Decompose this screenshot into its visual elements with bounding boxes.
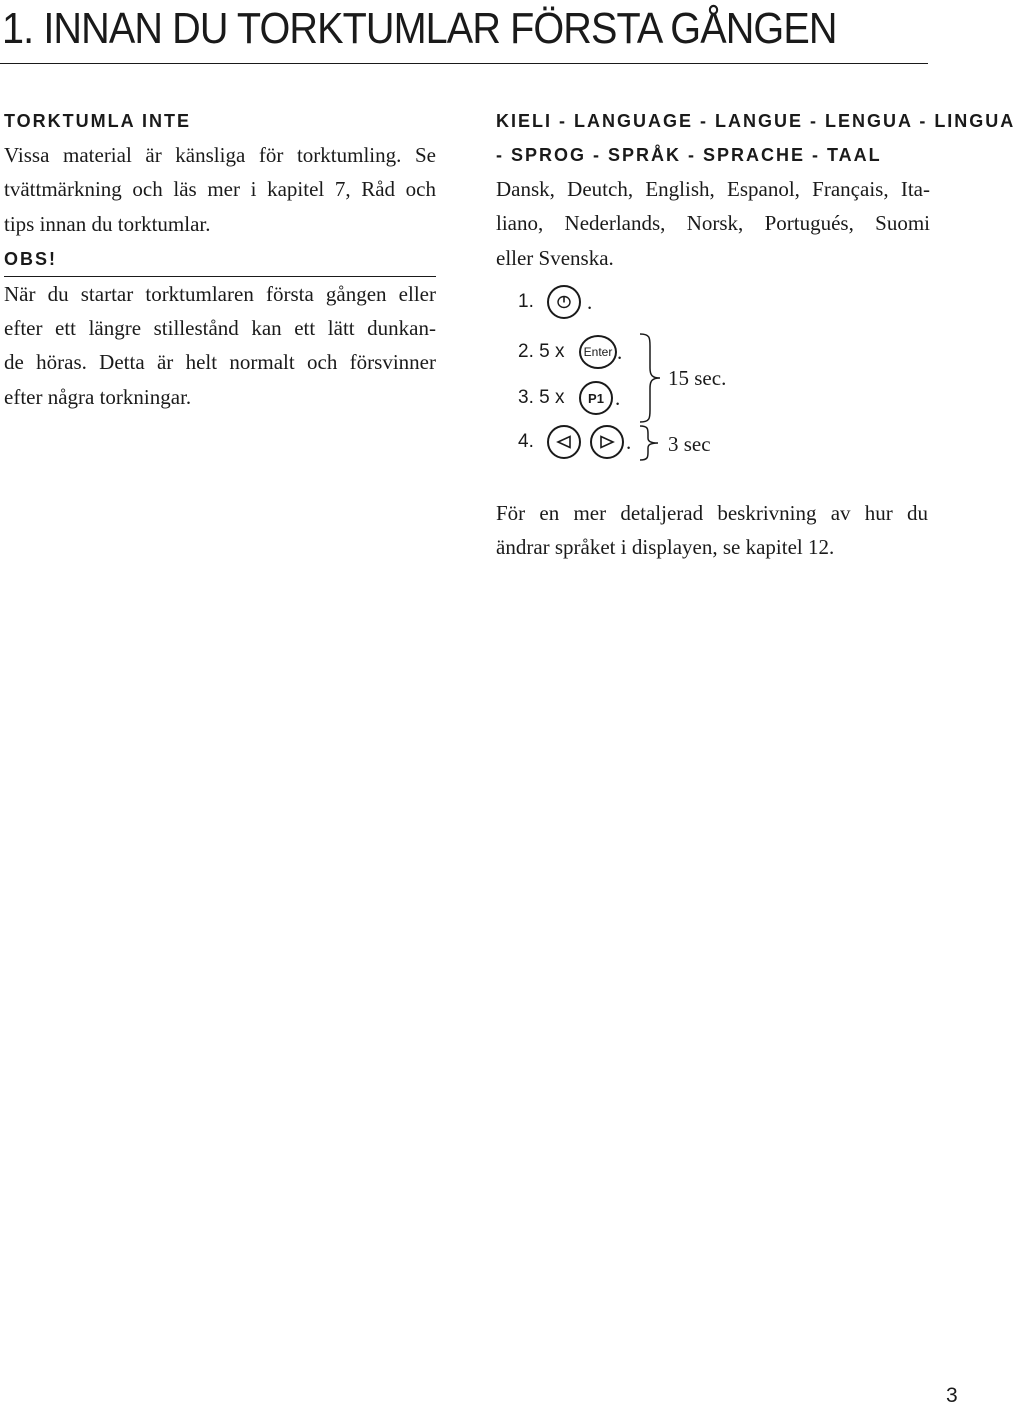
- languages-line: Dansk, Deutch, English, Espanol, Français, Ita-: [496, 177, 930, 201]
- obs-heading: OBS!: [4, 248, 57, 269]
- enter-key: [579, 335, 617, 369]
- obs-line: När du startar torktumlaren första gången eller: [4, 281, 436, 306]
- obs-line: efter ett längre stillestånd kan ett lätt dunkan-: [4, 316, 436, 341]
- step-1-number: 1.: [518, 291, 534, 312]
- p1-key: [579, 381, 613, 415]
- brace-3-sec: [634, 424, 668, 462]
- power-button-key: [547, 285, 581, 319]
- step-4-number: 4.: [518, 431, 534, 452]
- languages-line: liano, Nederlands, Norsk, Portugués, Suomi: [496, 211, 930, 236]
- left-triangle-icon: [556, 434, 572, 450]
- right-triangle-icon: [599, 434, 615, 450]
- intro-line: Vissa material är känsliga för torktumling. Se: [4, 143, 436, 167]
- footer-line: ändrar språket i displayen, se kapitel 12.: [496, 535, 835, 560]
- left-column: [4, 104, 436, 414]
- page-number: 3: [946, 1384, 958, 1407]
- section-heading-torktumla-inte: TORKTUMLA INTE: [4, 111, 191, 131]
- left-arrow-key: [547, 425, 581, 459]
- obs-line: de höras. Detta är helt normalt och försvinner: [4, 350, 436, 375]
- p1-key-label: P1: [588, 390, 604, 406]
- right-arrow-key: [590, 425, 624, 459]
- footer-paragraph: [496, 496, 928, 565]
- language-steps: [496, 280, 796, 470]
- time-15-sec: 15 sec.: [668, 366, 727, 390]
- title-divider: [0, 63, 928, 64]
- enter-key-label: Enter: [583, 345, 613, 359]
- obs-line: efter några torkningar.: [4, 384, 192, 409]
- languages-line: eller Svenska.: [496, 245, 614, 270]
- step-3-number: 3. 5 x: [518, 387, 565, 408]
- power-icon: [556, 294, 572, 310]
- language-heading-line2: - SPROG - SPRÅK - SPRACHE - TAAL: [496, 145, 882, 165]
- step-2-dot: .: [617, 340, 623, 364]
- step-4-dot: .: [626, 430, 632, 454]
- step-3-dot: .: [615, 386, 621, 410]
- intro-line: tips innan du torktumlar.: [4, 211, 211, 236]
- obs-paragraph: [4, 277, 436, 414]
- page-title: 1. INNAN DU TORKTUMLAR FÖRSTA GÅNGEN: [2, 4, 837, 53]
- time-3-sec: 3 sec: [668, 432, 711, 456]
- intro-line: tvättmärkning och läs mer i kapitel 7, Råd och: [4, 177, 436, 202]
- language-heading-line1: KIELI - LANGUAGE - LANGUE - LENGUA - LINGUA: [496, 111, 1015, 131]
- step-1-dot: .: [587, 290, 593, 314]
- intro-paragraph: [4, 138, 436, 241]
- right-column: [496, 104, 1015, 275]
- brace-15-sec: [634, 332, 668, 424]
- footer-line: För en mer detaljerad beskrivning av hur du: [496, 501, 928, 525]
- languages-paragraph: [496, 172, 930, 275]
- step-2-number: 2. 5 x: [518, 341, 565, 362]
